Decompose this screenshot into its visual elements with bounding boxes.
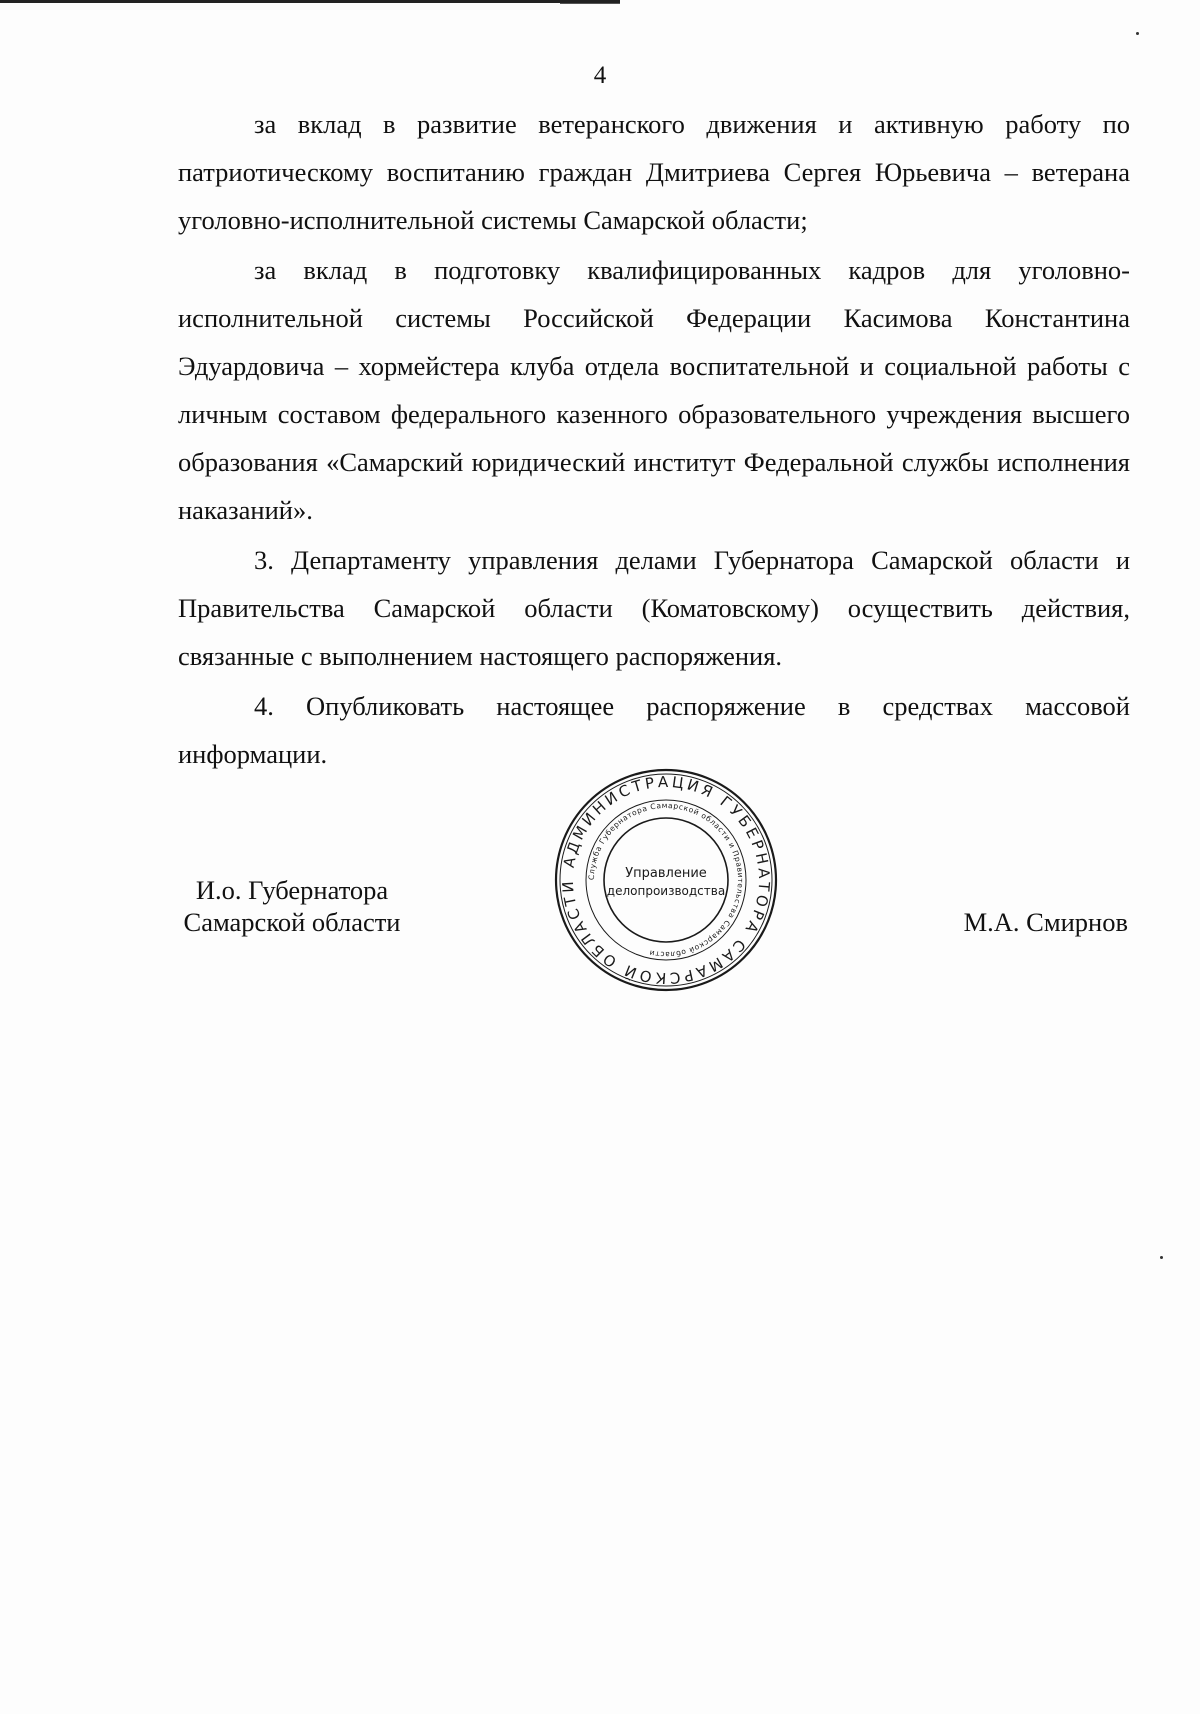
paragraph-clause-4: 4. Опубликовать настоящее распоряжение в средствах массовой информации. bbox=[178, 691, 1130, 769]
stamp-outer-text: АДМИНИСТРАЦИЯ ГУБЕРНАТОРА САМАРСКОЙ ОБЛАСТИ bbox=[558, 772, 774, 988]
page-number: 4 bbox=[593, 62, 607, 89]
paragraph-clause-3: 3. Департаменту управления делами Губернатора Самарской области и Правительства Самарской области (Коматовскому) осуществить действия, связанные с выполнением настоящего распоряжения. bbox=[178, 545, 1130, 671]
signatory-position-line1: И.о. Губернатора bbox=[195, 875, 389, 905]
top-scan-border bbox=[0, 0, 620, 3]
signatory-name: М.А. Смирнов bbox=[963, 907, 1128, 937]
official-stamp bbox=[551, 765, 781, 995]
signatory-position bbox=[172, 874, 412, 938]
stamp-inner-text: Служба Губернатора Самарской области и Правительства Самарской области bbox=[586, 800, 746, 960]
scan-speck bbox=[1136, 32, 1139, 35]
top-scan-border-detail bbox=[560, 3, 620, 4]
stamp-center-line2: делопроизводства bbox=[606, 884, 726, 898]
signatory-position-line2: Самарской области bbox=[183, 907, 401, 937]
scan-speck bbox=[1160, 1256, 1163, 1259]
paragraph-veteran-award: за вклад в развитие ветеранского движения и активную работу по патриотическому воспитанию граждан Дмитриева Сергея Юрьевича – ветерана уголовно-исполнительной системы Самарской области; bbox=[178, 109, 1130, 235]
stamp-center-line1: Управление bbox=[625, 866, 707, 881]
document-body bbox=[178, 100, 1130, 780]
paragraph-personnel-award: за вклад в подготовку квалифицированных кадров для уголовно-исполнительной системы Российской Федерации Касимова Константина Эдуардовича – хормейстера клуба отдела воспитательной и социальной работы с личным составом федерального казенного образовательного учреждения высшего образования «Самарский юридический институт Федеральной службы исполнения наказаний». bbox=[178, 255, 1130, 525]
